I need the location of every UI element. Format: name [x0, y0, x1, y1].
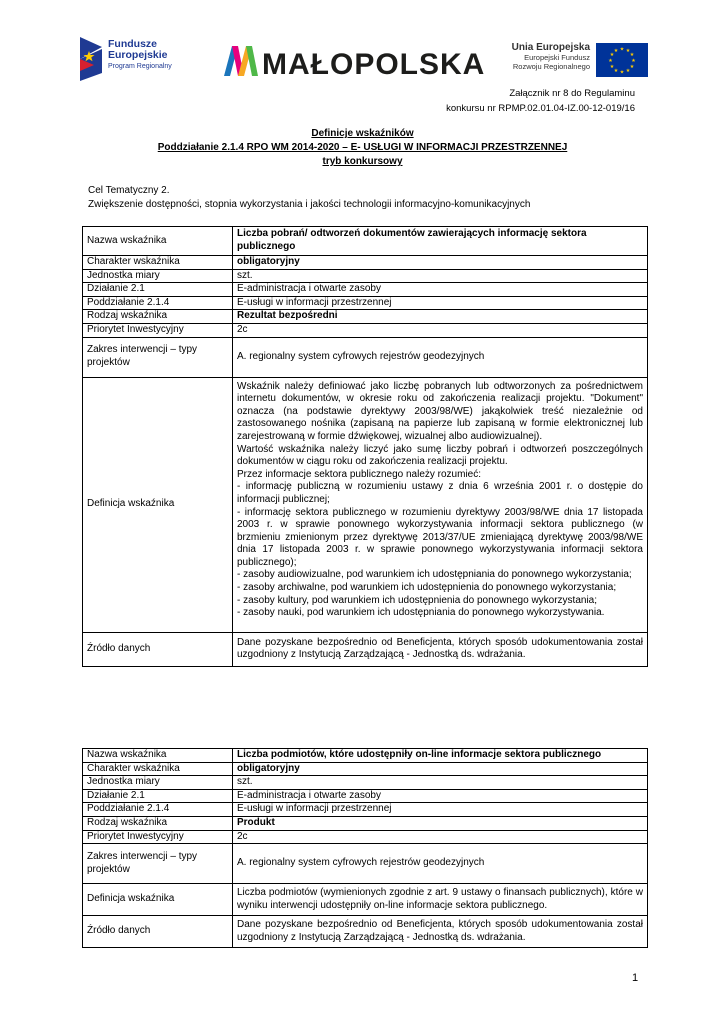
- header-logos: [80, 36, 655, 82]
- name-value: Liczba podmiotów, które udostępniły on-line informacje sektora publicznego: [233, 749, 648, 763]
- unit-value: szt.: [233, 776, 648, 790]
- table-row: [83, 789, 648, 803]
- heading-line1: Definicje wskaźników: [311, 128, 414, 139]
- char-value: obligatoryjny: [233, 256, 648, 270]
- def-paragraph: Wartość wskaźnika należy liczyć jako sumę liczby pobrań i odtworzeń poszczególnych dokumentów w ciągu roku od zakończenia realizacji projektu.: [237, 443, 643, 468]
- priority-label: Priorytet Inwestycyjny: [83, 323, 233, 337]
- svg-text:★: ★: [609, 64, 615, 70]
- svg-text:★: ★: [631, 58, 636, 64]
- svg-text:★: ★: [629, 64, 635, 70]
- annex-line1: Załącznik nr 8 do Regulaminu: [509, 88, 635, 99]
- svg-text:★: ★: [608, 58, 613, 64]
- unia-europejska-logo: [504, 38, 656, 80]
- heading-line3: tryb konkursowy: [322, 156, 403, 167]
- table-row: [83, 830, 648, 844]
- eu-flag-icon: [596, 43, 648, 77]
- unit-value: szt.: [233, 269, 648, 283]
- table-row: [83, 296, 648, 310]
- annex-line2: konkursu nr RPMP.02.01.04-IZ.00-12-019/16: [446, 103, 635, 114]
- source-value: Dane pozyskane bezpośrednio od Beneficjenta, których sposób udokumentowania został uzgodniony z Instytucją Zarządzającą - Jednostką ds. wdrażania.: [233, 916, 648, 948]
- def-paragraph: - zasoby nauki, pod warunkiem ich udostępniania do ponownego wykorzystywania.: [237, 607, 605, 619]
- scope-value: A. regionalny system cyfrowych rejestrów geodezyjnych: [233, 337, 648, 377]
- malopolska-logo: [220, 42, 486, 82]
- subaction-value: E-usługi w informacji przestrzennej: [233, 296, 648, 310]
- priority-value: 2c: [233, 830, 648, 844]
- type-label: Rodzaj wskaźnika: [83, 310, 233, 324]
- def-paragraph: - zasoby audiowizualne, pod warunkiem ich udostępniania do ponownego wykorzystania;: [237, 569, 632, 581]
- svg-text:★: ★: [625, 68, 631, 74]
- type-value: Rezultat bezpośredni: [233, 310, 648, 324]
- table-row: [83, 377, 648, 632]
- malopolska-wordmark: MAŁOPOLSKA: [262, 48, 486, 81]
- svg-text:★: ★: [625, 48, 631, 54]
- priority-value: 2c: [233, 323, 648, 337]
- def-paragraph: Przez informacje sektora publicznego należy rozumieć:: [237, 468, 481, 480]
- svg-text:★: ★: [613, 68, 619, 74]
- table-row: [83, 776, 648, 790]
- def-paragraph: - zasoby archiwalne, pod warunkiem ich udostępnienia do ponownego wykorzystania;: [237, 582, 617, 594]
- scope-value: A. regionalny system cyfrowych rejestrów geodezyjnych: [233, 844, 648, 884]
- unit-label: Jednostka miary: [83, 269, 233, 283]
- ue-line2: Europejski Fundusz: [524, 53, 590, 62]
- unit-label: Jednostka miary: [83, 776, 233, 790]
- definition-label: Definicja wskaźnika: [83, 884, 233, 916]
- table-row: [83, 227, 648, 256]
- def-paragraph: - informację publiczną w rozumieniu ustawy z dnia 6 września 2001 r. o dostępie do informacji publicznej;: [237, 481, 643, 505]
- goal-line1: Cel Tematyczny 2.: [88, 185, 170, 196]
- type-value: Produkt: [233, 816, 648, 830]
- action-label: Działanie 2.1: [83, 283, 233, 297]
- table-row: [83, 310, 648, 324]
- type-label: Rodzaj wskaźnika: [83, 816, 233, 830]
- priority-label: Priorytet Inwestycyjny: [83, 830, 233, 844]
- page-number: 1: [632, 972, 639, 984]
- malopolska-m-icon: [222, 44, 260, 78]
- scope-label: Zakres interwencji – typy projektów: [83, 337, 233, 377]
- svg-text:★: ★: [629, 52, 635, 58]
- svg-text:★: ★: [609, 52, 615, 58]
- source-value: Dane pozyskane bezpośrednio od Beneficjenta, których sposób udokumentowania został uzgodniony z Instytucją Zarządzającą - Jednostką ds. wdrażania.: [233, 632, 648, 666]
- scope-label: Zakres interwencji – typy projektów: [83, 844, 233, 884]
- indicator-table-1: [82, 226, 648, 667]
- table-row: [83, 816, 648, 830]
- subaction-label: Poddziałanie 2.1.4: [83, 296, 233, 310]
- annex-note: [446, 86, 635, 116]
- table-row: [83, 269, 648, 283]
- fe-line2: Europejskie: [108, 49, 168, 61]
- svg-text:★: ★: [613, 48, 619, 54]
- fe-line3: Program Regionalny: [108, 63, 172, 70]
- table-row: [83, 844, 648, 884]
- char-value: obligatoryjny: [233, 762, 648, 776]
- def-paragraph: - informację sektora publicznego w rozumieniu dyrektywy 2003/98/WE dnia 17 listopada 2003 r. w sprawie ponownego wykorzystywania informacji sektora publicznego (w brzmieniu zmienionym przez dyrektywę 2013/37/UE zmieniającą dyrektywę 2003/98/WE dnia 17 listopada 2003 r. w sprawie ponownego wykorzystywania informacji sektora publicznego);: [237, 506, 643, 568]
- table-row: [83, 749, 648, 763]
- document-heading: [0, 127, 725, 169]
- source-label: Źródło danych: [83, 916, 233, 948]
- table-row: [83, 762, 648, 776]
- source-label: Źródło danych: [83, 632, 233, 666]
- name-value: Liczba pobrań/ odtworzeń dokumentów zawierających informację sektora publicznego: [233, 227, 648, 256]
- def-paragraph: Wskaźnik należy definiować jako liczbę pobranych lub odtworzonych za pośrednictwem internetu dokumentów, w okresie roku od zakończenia realizacji projektu. "Dokument" oznacza (na podstawie dyrektywy 2003/98/WE) jakąkolwiek treść niezależnie od zastosowanego nośnika (zapisaną na papierze lub zapisaną w formie elektronicznej lub zarejestrowaną w formie dźwiękowej, wizualnej albo audiowizualnej).: [237, 380, 643, 442]
- name-label: Nazwa wskaźnika: [83, 749, 233, 763]
- definition-value: Liczba podmiotów (wymienionych zgodnie z art. 9 ustawy o finansach publicznych), które w wyniku interwencji udostępniły on-line informacje sektora publicznego.: [233, 884, 648, 916]
- action-value: E-administracja i otwarte zasoby: [233, 283, 648, 297]
- name-label: Nazwa wskaźnika: [83, 227, 233, 256]
- heading-line2: Poddziałanie 2.1.4 RPO WM 2014-2020 – E- USŁUGI W INFORMACJI PRZESTRZENNEJ: [157, 142, 568, 153]
- fe-flag-icon: [80, 37, 104, 81]
- fe-line1: Fundusze: [108, 38, 157, 50]
- table-row: [83, 323, 648, 337]
- fundusze-europejskie-logo: [80, 36, 210, 82]
- table-row: [83, 803, 648, 817]
- ue-line1: Unia Europejska: [511, 42, 590, 53]
- table-row: [83, 256, 648, 270]
- goal-line2: Zwiększenie dostępności, stopnia wykorzystania i jakości technologii informacyjno-komunikacyjnych: [88, 199, 531, 210]
- svg-text:★: ★: [619, 69, 625, 76]
- action-label: Działanie 2.1: [83, 789, 233, 803]
- definition-label: Definicja wskaźnika: [83, 377, 233, 632]
- def-paragraph: - zasoby kultury, pod warunkiem ich udostępnienia do ponownego wykorzystania;: [237, 594, 598, 606]
- subaction-label: Poddziałanie 2.1.4: [83, 803, 233, 817]
- table-row: [83, 337, 648, 377]
- thematic-goal: [88, 184, 530, 212]
- table-row: [83, 916, 648, 948]
- table-row: [83, 283, 648, 297]
- table-row: [83, 884, 648, 916]
- table-row: [83, 632, 648, 666]
- action-value: E-administracja i otwarte zasoby: [233, 789, 648, 803]
- definition-value: [233, 377, 648, 632]
- indicator-table-2: [82, 748, 648, 948]
- char-label: Charakter wskaźnika: [83, 762, 233, 776]
- svg-text:★: ★: [619, 46, 625, 53]
- subaction-value: E-usługi w informacji przestrzennej: [233, 803, 648, 817]
- char-label: Charakter wskaźnika: [83, 256, 233, 270]
- ue-line3: Rozwoju Regionalnego: [512, 62, 590, 71]
